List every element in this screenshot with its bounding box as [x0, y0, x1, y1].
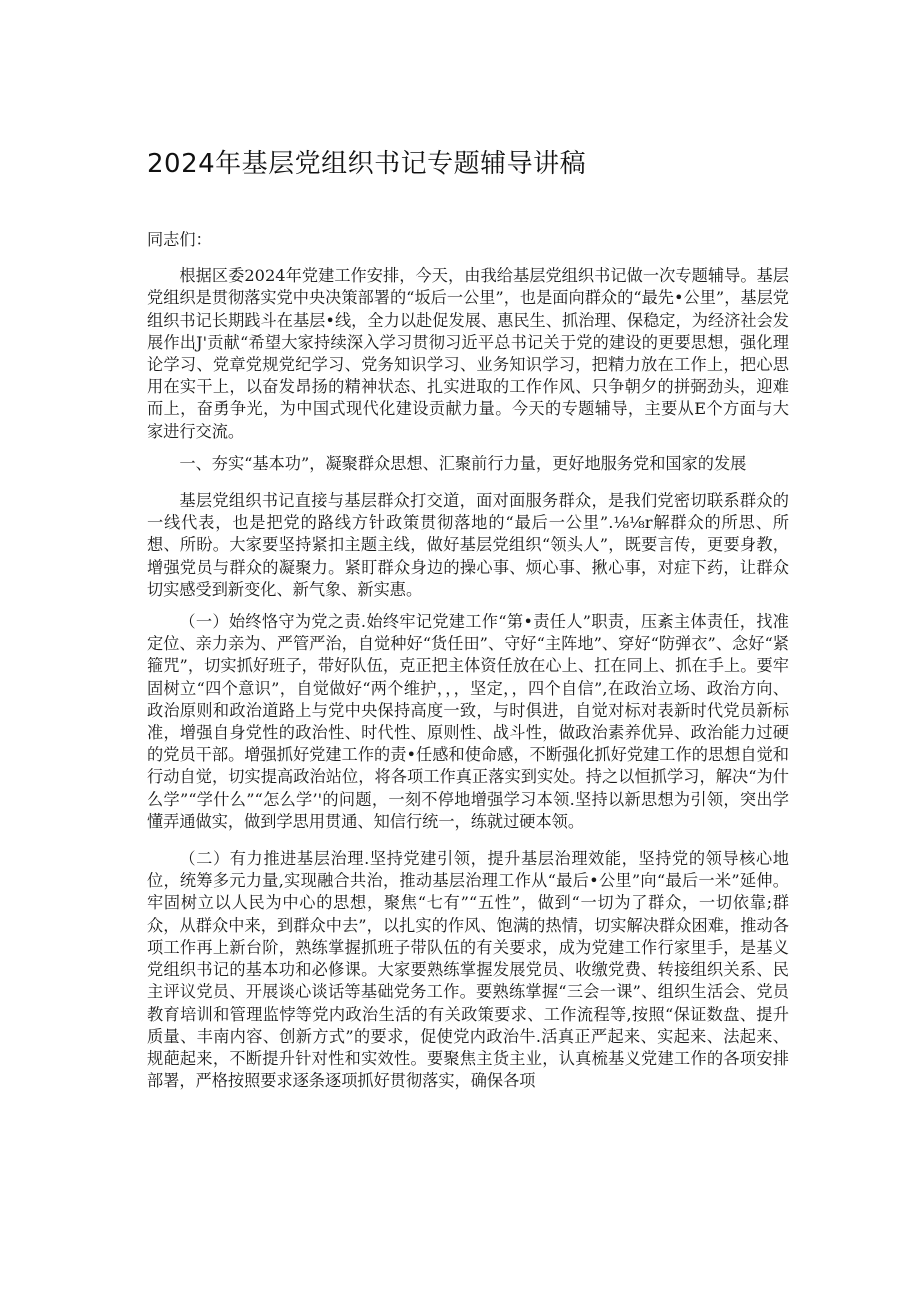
- subsection-2-paragraph: （二）有力推进基层治理.坚持党建引领，提升基层治理效能，坚持党的领导核心地位，统筹多元力量,实现融合共治，推动基层治理工作从“最后•公里”向“最后一米”延伸。牢固树立以人民为中心的思想，聚焦“七有”“五性”，做到“一切为了群众，一切依靠;群众，从群众中来，到群众中去”，以扎实的作风、饱满的热情，切实解决群众困难，推动各项工作再上新台阶，熟练掌握抓班子带队伍的有关要求，成为党建工作行家里手，是基义党组织书记的基本功和必修课。大家要熟练掌握发展党员、收缴党费、转接组织关系、民主评议党员、开展谈心谈话等基础党务工作。要熟练掌握“三会一课”、组织生活会、党员教育培训和管理监悖等党内政治生活的有关政策要求、工作流程等,按照“保证数盘、提升质量、丰南内容、创新方式”的要求，促使党内政治牛.活真正严起来、实起来、法起来、规葩起来，不断提升针对性和实效性。要聚焦主货主业，认真梳基义党建工作的各项安排部署，严格按照要求逐条逐项抓好贯彻落实，确保各项: [147, 849, 789, 1091]
- section-1-paragraph: 基层党组织书记直接与基层群众打交道，面对面服务群众，是我们党密切联系群众的一线代表，也是把党的路线方针政策贯彻落地的“最后一公里”.⅛⅛r解群众的所思、所想、所盼。大家要坚持紧扣主题主线，做好基层党组织“领头人”，既要言传，更要身教，增强党员与群众的凝聚力。紧盯群众身边的操心事、烦心事、揪心事，对症下药，让群众切实感受到新变化、新气象、新实惠。: [147, 491, 789, 599]
- intro-paragraph: 根据区委2024年党建工作安排，今天，由我给基层党组织书记做一次专题辅导。基层党组织是贯彻落实党中央决策部署的“坂后一公里”，也是面向群众的“最先•公里”，基层党组织书记长期践斗在基层•线，全力以赴促发展、惠民生、抓治理、保稳定，为经济社会发展作出J'贡献“希望大家持续深入学习贯彻习近平总书记关于党的建设的更要思想，强化理论学习、党章党规党纪学习、党务知识学习、业务知识学习，把精力放在工作上，把心思用在实干上，以奋发昂扬的精神状态、扎实进取的工作作风、只争朝夕的拼弼劲头，迎难而上，奋勇争光，为中国式现代化建设贡献力量。今天的专题辅导，主要从E个方面与大家进行交流。: [147, 266, 789, 441]
- document-title: 2024年基层党组织书记专题辅导讲稿: [147, 149, 587, 179]
- section-heading-1: 一、夯实“基本功”，凝聚群众思想、汇聚前行力量，更好地服务党和国家的发展: [179, 453, 747, 473]
- document-body: [147, 229, 789, 1107]
- greeting: 同志们：: [147, 230, 212, 249]
- subsection-1-paragraph: （一）始终恪守为党之责.始终牢记党建工作“第•责任人”职责，压紊主体责任，找准定位、亲力亲为、严管严治，自觉种好“货任田”、守好“主阵地”、穿好“防弹衣”、念好“紧箍咒”，切实抓好班子，带好队伍，克正把主体资任放在心上、扛在同上、抓在手上。要牢固树立“四个意识”，自觉做好“两个维护，，，坚定，，四个自信”,在政治立场、政治方向、政治原则和政治道路上与党中央保持高度一致，与时俱进，自觉对标对表新时代党员新标准，增强自身党性的政治性、时代性、原则性、战斗性，做政治素养优异、政治能力过硬的党员干部。增强抓好党建工作的责•任感和使命感，不断强化抓好党建工作的思想自觉和行动自觉，切实提高政治站位，将各项工作真正落实到实处。持之以恒抓学习，解决“为什么学”“学什么”“怎么学’'的问题，一刻不停地增强学习本领.坚持以新思想为引领，突出学懂弄通做实，做到学思用贯通、知信行统一，练就过硬本领。: [147, 612, 789, 831]
